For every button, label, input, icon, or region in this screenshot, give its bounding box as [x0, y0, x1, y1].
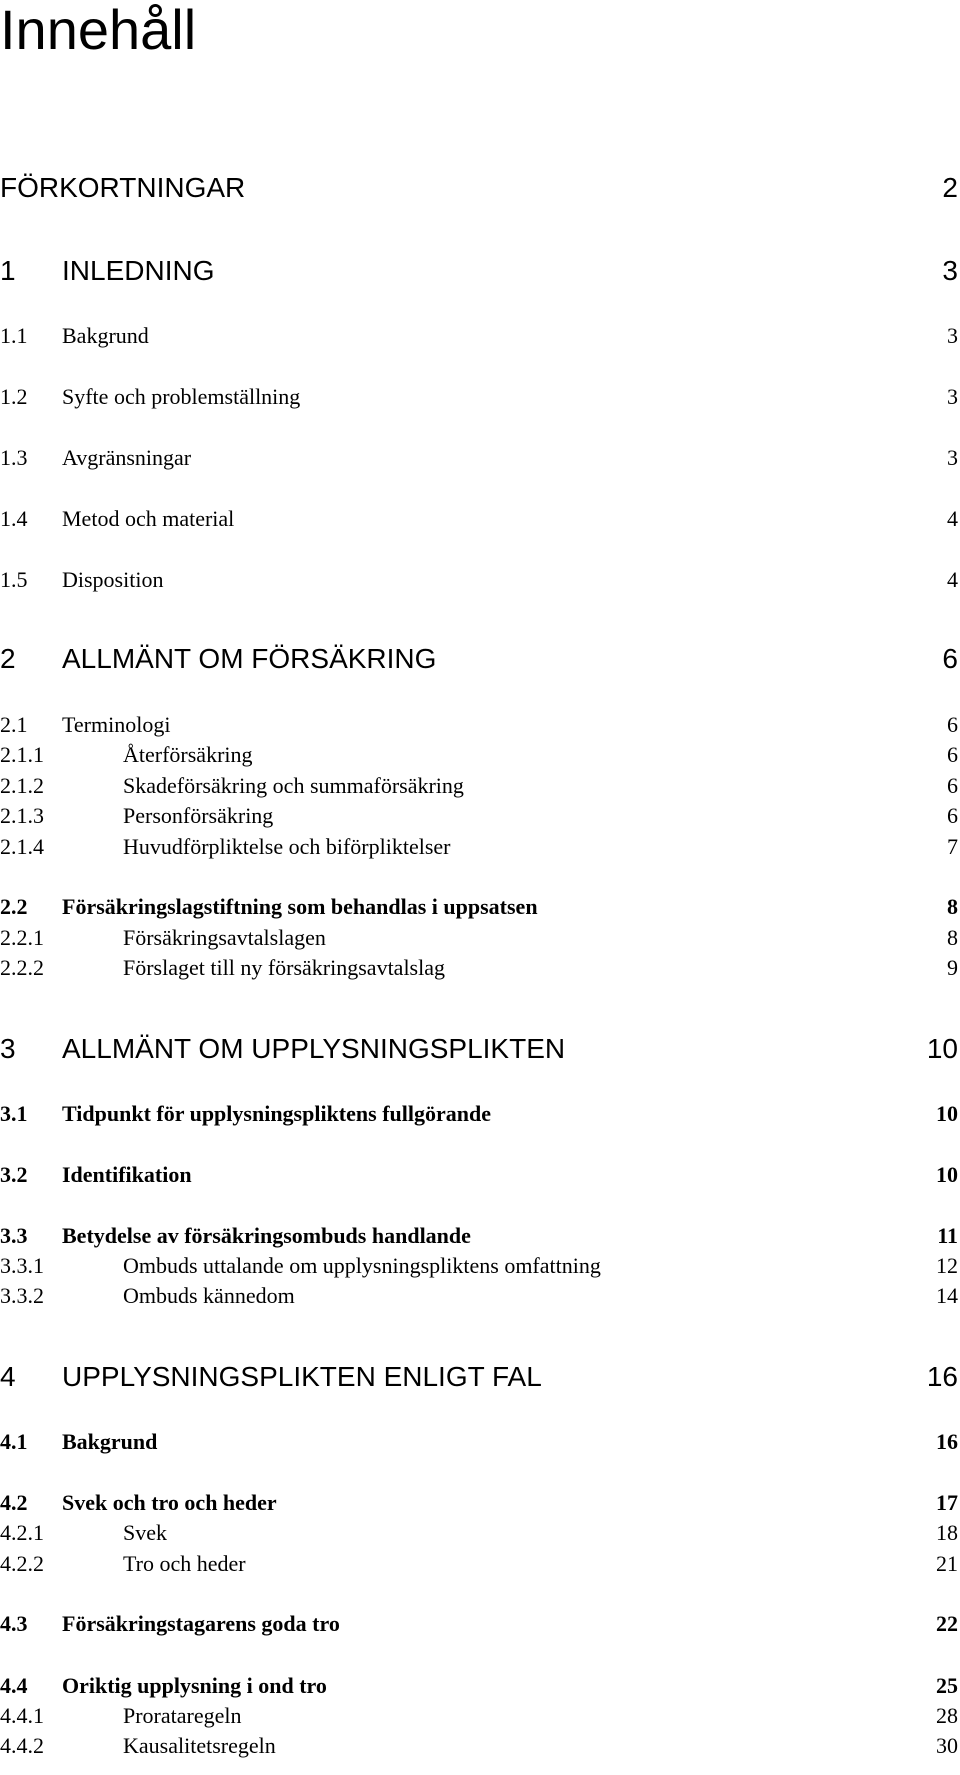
toc-entry-page: 10	[936, 1101, 958, 1126]
toc-entry-page: 3	[947, 384, 958, 409]
toc-entry-label: Svek och tro och heder	[62, 1490, 277, 1515]
toc-entry-page: 6	[947, 742, 958, 767]
toc-entry-number: 2.1.1	[0, 742, 44, 767]
toc-entry-number: 4.1	[0, 1429, 28, 1454]
toc-entry	[0, 1222, 958, 1250]
toc-entry-page: 4	[947, 506, 958, 531]
toc-entry-label: Syfte och problemställning	[62, 384, 301, 409]
toc-entry-number: 4.4	[0, 1673, 28, 1698]
toc-entry	[0, 643, 958, 675]
toc-entry-number: 3.3.1	[0, 1253, 44, 1278]
toc-entry-page: 17	[936, 1490, 958, 1515]
toc-entry	[0, 1100, 958, 1128]
toc-entry	[0, 924, 958, 952]
toc-entry	[0, 566, 958, 594]
toc-entry	[0, 1033, 958, 1065]
toc-entry-label: ALLMÄNT OM FÖRSÄKRING	[62, 643, 437, 674]
toc-entry-label: ALLMÄNT OM UPPLYSNINGSPLIKTEN	[62, 1033, 566, 1064]
toc-entry-label: Bakgrund	[62, 323, 149, 348]
toc-entry	[0, 772, 958, 800]
toc-entry	[0, 322, 958, 350]
toc-entry-number: 2.1.2	[0, 773, 44, 798]
toc-entry-page: 10	[936, 1162, 958, 1187]
toc-entry-label: Skadeförsäkring och summaförsäkring	[123, 773, 464, 798]
toc-entry-page: 7	[947, 834, 958, 859]
toc-entry-label: Terminologi	[62, 712, 171, 737]
toc-entry	[0, 711, 958, 739]
toc-entry-page: 10	[926, 1033, 958, 1064]
toc-entry	[0, 1361, 958, 1393]
toc-entry-label: FÖRKORTNINGAR	[0, 172, 246, 203]
toc-entry-label: Disposition	[62, 567, 164, 592]
toc-entry-label: Identifikation	[62, 1162, 192, 1187]
toc-entry	[0, 1489, 958, 1517]
toc-entry-page: 11	[937, 1223, 958, 1248]
toc-entry	[0, 1550, 958, 1578]
toc-entry-number: 4.2	[0, 1490, 28, 1515]
toc-entry-page: 3	[947, 445, 958, 470]
toc-entry-number: 2.1.3	[0, 803, 44, 828]
toc-entry	[0, 1702, 958, 1730]
toc-entry-label: Ombuds uttalande om upplysningspliktens omfattning	[123, 1253, 601, 1278]
toc-entry-number: 1.4	[0, 506, 28, 531]
toc-entry-number: 3.1	[0, 1101, 28, 1126]
toc-entry-page: 9	[947, 955, 958, 980]
toc-entry	[0, 802, 958, 830]
toc-entry-page: 16	[936, 1429, 958, 1454]
toc-entry-page: 30	[936, 1733, 958, 1758]
toc-entry-label: Kausalitetsregeln	[123, 1733, 276, 1758]
toc-entry-label: Tro och heder	[123, 1551, 246, 1576]
toc-entry-number: 1	[0, 255, 16, 286]
toc-entry	[0, 444, 958, 472]
toc-entry-page: 25	[936, 1673, 958, 1698]
toc-entry-page: 12	[936, 1253, 958, 1278]
toc-entry-label: Tidpunkt för upplysningspliktens fullgörande	[62, 1101, 491, 1126]
toc-entry-label: Ombuds kännedom	[123, 1283, 295, 1308]
toc-entry-number: 1.2	[0, 384, 28, 409]
toc-entry-label: Försäkringsavtalslagen	[123, 925, 326, 950]
toc-entry-page: 6	[947, 773, 958, 798]
toc-entry-page: 22	[936, 1611, 958, 1636]
toc-entry-label: Oriktig upplysning i ond tro	[62, 1673, 327, 1698]
toc-entry-label: Betydelse av försäkringsombuds handlande	[62, 1223, 471, 1248]
toc-entry-number: 2.2.1	[0, 925, 44, 950]
toc-entry-number: 4.2.1	[0, 1520, 44, 1545]
toc-entry	[0, 1732, 958, 1760]
toc-entry-page: 3	[942, 255, 958, 286]
toc-entry-label: Förslaget till ny försäkringsavtalslag	[123, 955, 445, 980]
toc-entry-label: Svek	[123, 1520, 167, 1545]
toc-entry-number: 3.3.2	[0, 1283, 44, 1308]
toc-entry-label: Försäkringstagarens goda tro	[62, 1611, 340, 1636]
toc-entry-label: Bakgrund	[62, 1429, 158, 1454]
toc-entry	[0, 172, 958, 204]
toc-entry-page: 28	[936, 1703, 958, 1728]
toc-entry-page: 4	[947, 567, 958, 592]
toc-entry	[0, 954, 958, 982]
toc-entry-number: 2.1	[0, 712, 28, 737]
toc-title: Innehåll	[0, 0, 197, 61]
toc-entry	[0, 383, 958, 411]
toc-entry-number: 2.2	[0, 894, 28, 919]
toc-entry-label: Huvudförpliktelse och biförpliktelser	[123, 834, 451, 859]
toc-entry-page: 3	[947, 323, 958, 348]
toc-entry-label: Försäkringslagstiftning som behandlas i uppsatsen	[62, 894, 538, 919]
toc-entry-number: 4.4.1	[0, 1703, 44, 1728]
toc-entry-page: 8	[947, 925, 958, 950]
toc-entry-number: 2.2.2	[0, 955, 44, 980]
toc-entry-label: INLEDNING	[62, 255, 215, 286]
toc-entry-number: 1.1	[0, 323, 28, 348]
toc-entry-label: Avgränsningar	[62, 445, 192, 470]
toc-entry-page: 2	[942, 172, 958, 203]
toc-entry-number: 4.2.2	[0, 1551, 44, 1576]
toc-entry	[0, 1282, 958, 1310]
toc-entry	[0, 1519, 958, 1547]
toc-entry-label: Personförsäkring	[123, 803, 274, 828]
toc-entry-number: 4	[0, 1361, 16, 1392]
toc-entry	[0, 741, 958, 769]
toc-entry-number: 4.3	[0, 1611, 28, 1636]
toc-entry-number: 3	[0, 1033, 16, 1064]
toc-entry-number: 3.2	[0, 1162, 28, 1187]
toc-entry-label: Metod och material	[62, 506, 235, 531]
toc-entry-number: 4.4.2	[0, 1733, 44, 1758]
toc-entry	[0, 833, 958, 861]
toc-entry	[0, 1428, 958, 1456]
toc-entry-number: 3.3	[0, 1223, 28, 1248]
toc-entry-page: 6	[942, 643, 958, 674]
toc-entry	[0, 505, 958, 533]
toc-entry	[0, 255, 958, 287]
toc-entry-label: Prorataregeln	[123, 1703, 242, 1728]
toc-entry	[0, 1252, 958, 1280]
toc-entry-page: 6	[947, 712, 958, 737]
toc-entry	[0, 1161, 958, 1189]
toc-entry-label: UPPLYSNINGSPLIKTEN ENLIGT FAL	[62, 1361, 542, 1392]
toc-entry	[0, 1610, 958, 1638]
toc-entry-page: 6	[947, 803, 958, 828]
toc-entry-label: Återförsäkring	[123, 742, 253, 767]
toc-entry-page: 14	[936, 1283, 958, 1308]
toc-entry-page: 18	[936, 1520, 958, 1545]
toc-entry-number: 2.1.4	[0, 834, 44, 859]
toc-entry	[0, 1672, 958, 1700]
toc-entry-number: 2	[0, 643, 16, 674]
toc-entry-page: 21	[936, 1551, 958, 1576]
toc-entry-number: 1.5	[0, 567, 28, 592]
toc-entry-number: 1.3	[0, 445, 28, 470]
toc-entry-page: 16	[926, 1361, 958, 1392]
toc-entry-page: 8	[947, 894, 958, 919]
toc-entry	[0, 893, 958, 921]
